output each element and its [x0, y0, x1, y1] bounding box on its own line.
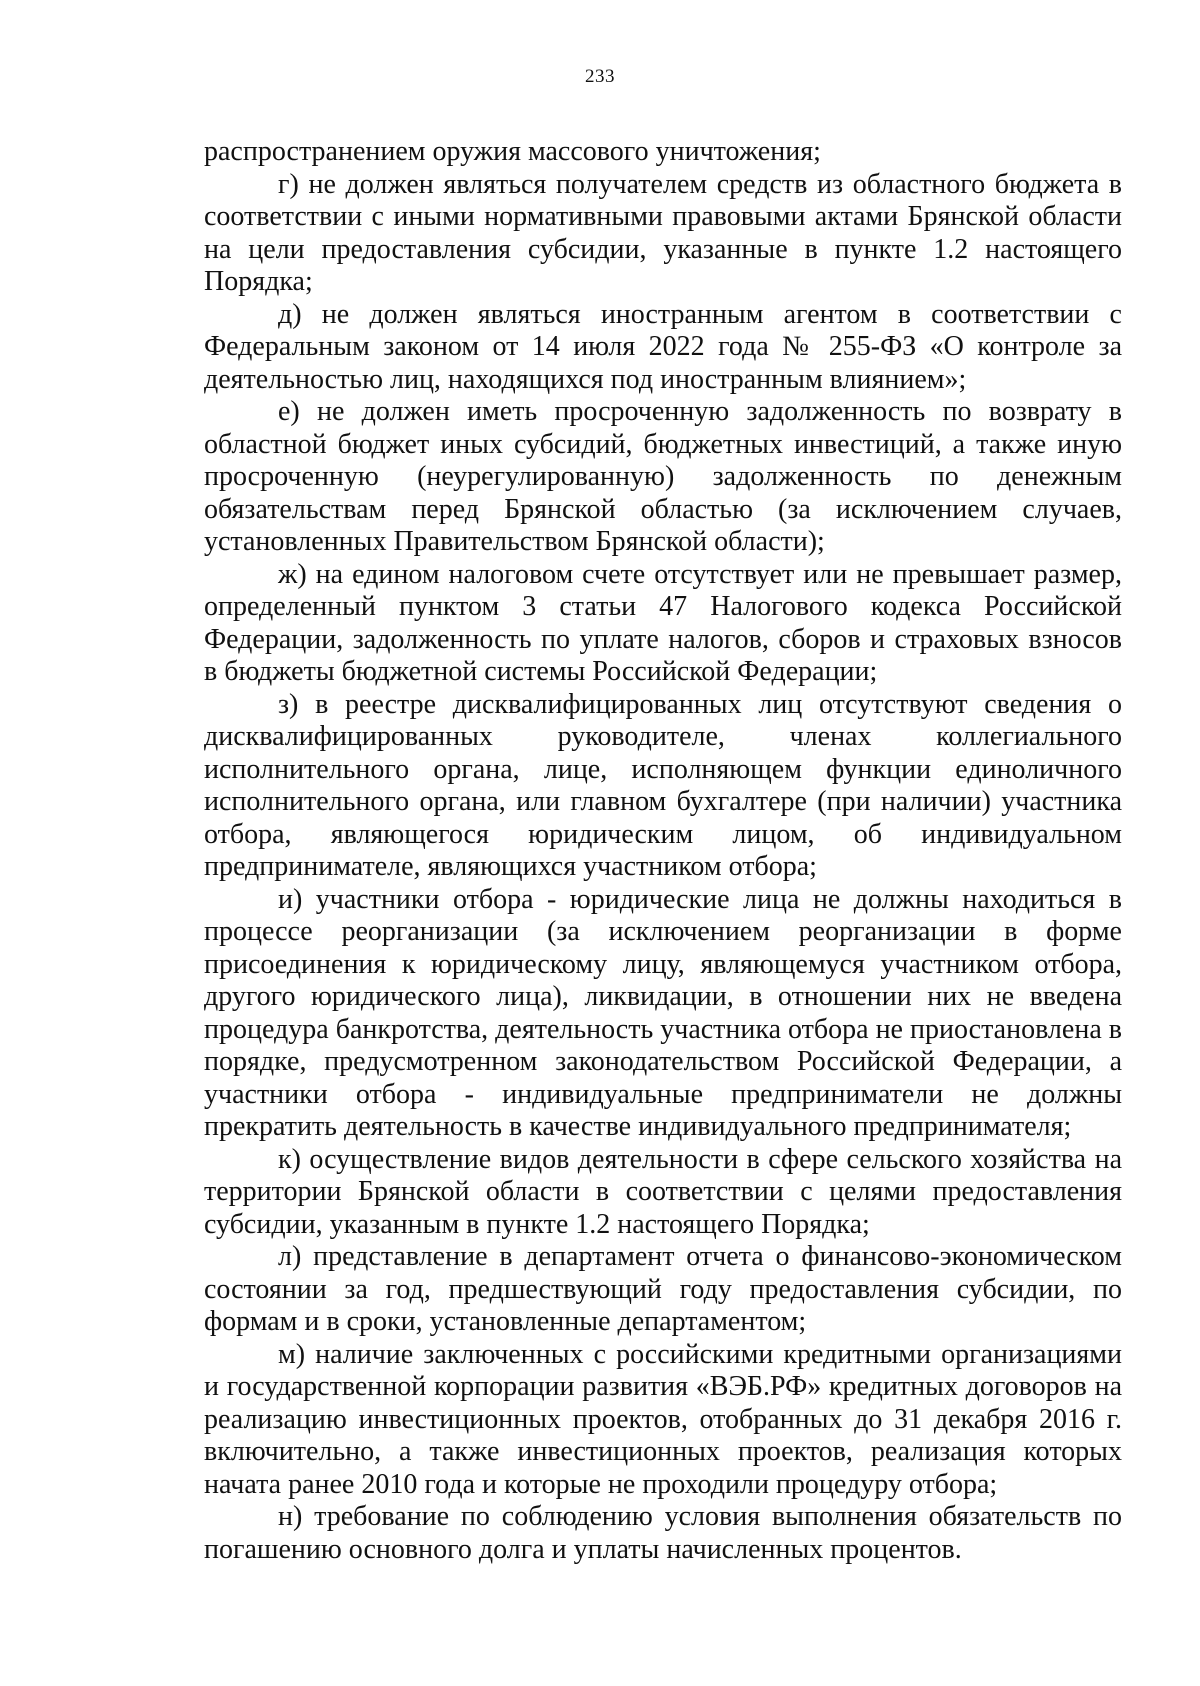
paragraph-item-e: е) не должен иметь просроченную задолженность по возврату в областной бюджет иных субсидий, бюджетных инвестиций, а также иную просроченную (неурегулированную) задолженность по денежным обязательствам перед Брянской областью (за исключением случаев, установленных Правительством Брянской области); — [204, 396, 1122, 557]
page-number: 233 — [585, 66, 615, 87]
paragraph-item-k: к) осуществление видов деятельности в сфере сельского хозяйства на территории Брянской области в соответствии с целями предоставления субсидии, указанным в пункте 1.2 настоящего Порядка; — [204, 1143, 1122, 1240]
paragraph-item-zh: ж) на едином налоговом счете отсутствует или не превышает размер, определенный пунктом 3 статьи 47 Налогового кодекса Российской Федерации, задолженность по уплате налогов, сборов и страховых взносов в бюджеты бюджетной системы Российской Федерации; — [204, 558, 1122, 687]
paragraph-item-d: д) не должен являться иностранным агентом в соответствии с Федеральным законом от 14 июля 2022 года № 255-ФЗ «О контроле за деятельностью лиц, находящихся под иностранным влиянием»; — [204, 298, 1122, 395]
paragraph-item-m: м) наличие заключенных с российскими кредитными организациями и государственной корпорации развития «ВЭБ.РФ» кредитных договоров на реализацию инвестиционных проектов, отобранных до 31 декабря 2016 г. включительно, а также инвестиционных проектов, реализация которых начата ранее 2010 года и которые не проходили процедуру отбора; — [204, 1338, 1122, 1500]
paragraph-item-i: и) участники отбора - юридические лица не должны находиться в процессе реорганизации (за исключением реорганизации в форме присоединения к юридическому лицу, являющемуся участником отбора, другого юридического лица), ликвидации, в отношении них не введена процедура банкротства, деятельность участника отбора не приостановлена в порядке, предусмотренном законодательством Российской Федерации, а участники отбора - индивидуальные предприниматели не должны прекратить деятельность в качестве индивидуального предпринимателя; — [204, 883, 1122, 1142]
paragraph-item-g: г) не должен являться получателем средств из областного бюджета в соответствии с иными нормативными правовыми актами Брянской области на цели предоставления субсидии, указанные в пункте 1.2 настоящего Порядка; — [204, 168, 1122, 297]
paragraph-item-z: з) в реестре дисквалифицированных лиц отсутствуют сведения о дисквалифицированных руководителе, членах коллегиального исполнительного органа, лице, исполняющем функции единоличного исполнительного органа, или главном бухгалтере (при наличии) участника отбора, являющегося юридическим лицом, об индивидуальном предпринимателе, являющихся участником отбора; — [204, 688, 1122, 882]
document-body — [204, 136, 1122, 1566]
paragraph-continuation: распространением оружия массового уничтожения; — [204, 136, 821, 167]
paragraph-item-n: н) требование по соблюдению условия выполнения обязательств по погашению основного долга и уплаты начисленных процентов. — [204, 1501, 1122, 1565]
paragraph-item-l: л) представление в департамент отчета о финансово-экономическом состоянии за год, предшествующий году предоставления субсидии, по формам и в сроки, установленные департаментом; — [204, 1241, 1122, 1337]
